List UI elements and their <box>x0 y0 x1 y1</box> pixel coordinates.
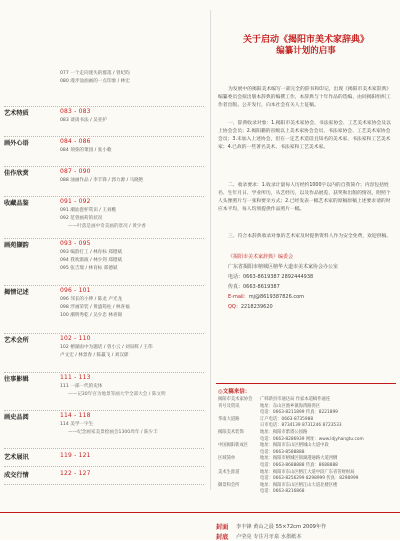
contact-info: 电话：0663-8216868 <box>260 489 305 495</box>
section-pages: 114 - 118 <box>60 412 91 419</box>
notice-email <box>228 293 304 300</box>
toc-entry: 100 潮明秀乾 / 吴少忠 林喜锦 <box>60 313 123 318</box>
contact-info: 地址：揭阳市东山区榕江山大道北楼区楼 <box>260 482 338 488</box>
toc-subtitle: ——记30年宫为地景等画大学全部大会 / 陈文明 <box>68 392 166 397</box>
contact-info: 电话：0663-8588888 <box>260 449 305 455</box>
notice-organizer: 《揭阳市美术家辞典》编委会 <box>228 254 294 260</box>
contact-info: 地址：揭阳市东山区榕江大道中段广东省管财财局 <box>260 469 355 475</box>
notice-paragraph: 二、收录要求：1.收录计量每人历经约1000字以内的自我简介；内容包括姓名、生年月日、学业所历，从艺经历，以及作品展览、获奖和出版的情况，附照个人头像照片与一张和要亲方式；2.已经发表一幅艺术家的原稿原稿上述要求请的时应本平均，每人均须提供作品照片一幅。 <box>218 183 391 212</box>
contact-info: 地址：揭阳市东山区榕城山大道中段 <box>260 443 329 449</box>
notice-address: 广东省揭阳市榕城区榕华大道市美术家协会办公室 <box>228 264 339 270</box>
toc-entry: 093 编韵打工 / 林育标 郑德斌 <box>60 250 123 255</box>
notice-paragraph: 三、符合本辞典收录对象的艺术家及时提供资料人作为安全免费，欢迎供稿。 <box>228 234 392 239</box>
page-footer <box>0 512 400 541</box>
section-name: 成交行情 <box>4 472 29 479</box>
toc-divider <box>4 410 204 411</box>
notice-phone: 电话：0663-8619387 2892444938 <box>228 274 314 280</box>
contact-info: 电话：0663-8286939 网址：www.ldjyhangtu.com <box>260 436 364 442</box>
cover-credit: 李丰锋 黄山之晨 55×72cm 2009年作 <box>236 524 327 530</box>
toc-entry: 096 邻长的小伸 / 陈龙 卢光龙 <box>60 297 123 302</box>
cover-label: 封面 <box>216 524 229 531</box>
contact-department: 刊号及资讯 <box>218 403 240 409</box>
toc-divider <box>4 136 204 137</box>
email-label: E-mail： <box>228 294 249 300</box>
back-cover-credit: 卢莹亮 专注月牙泉 水墨纸本 <box>236 534 302 540</box>
qq-label: QQ： <box>228 304 241 310</box>
column-divider <box>210 10 211 490</box>
contact-info: 电话：0663-8688888 传真：8688888 <box>260 463 338 468</box>
contact-info: 广韩新县市通达局 作家本道稿件通连 <box>260 397 331 402</box>
toc-entry: 080 漫步汕油画的一点印象 / 林宏 <box>60 79 130 84</box>
toc-divider <box>4 466 204 467</box>
section-name: 画史品阅 <box>4 414 29 421</box>
toc-entry: 095 张吉瑞 / 林育标 郑德斌 <box>60 266 118 271</box>
toc-entry: 091 潮汕瓷杯赏识 / 王刘樵 <box>60 208 117 213</box>
section-name: 画外心语 <box>4 140 29 147</box>
section-pages: 119 - 121 <box>60 452 91 459</box>
toc-divider <box>4 372 204 373</box>
section-pages: 093 - 095 <box>60 240 91 247</box>
notice-subtitle: 编纂计划的启事 <box>276 46 336 56</box>
contact-info: 电话：0663-8211899 传真：8221899 <box>260 410 338 416</box>
toc-entry: 111 一部一代的史体 <box>60 384 103 389</box>
contact-department: 华南大道路 <box>218 416 240 422</box>
toc-entry: 083 谈谈书法 / 吴亚护 <box>60 118 107 123</box>
toc-divider <box>4 484 204 485</box>
toc-entry: 卢文宏 / 林景春 / 陈赢飞 / 刘汉澎 <box>60 353 129 358</box>
email-value[interactable]: mj@8619387826.com <box>248 294 305 300</box>
notice-paragraph: 一、辞典收录对象：1.揭阳市美术家协会、书法家协会、工艺美术家协会及以上协会会员；2.揭阳籍的省级以上美术家协会会员、书法家协会、工艺美术家协会会员；3.未加入上述协会，但在一定艺术造诣且知名的美术家、书法家和工艺美术家；4.已故的一些著名美术、书法家和工艺美术家。 <box>218 121 391 150</box>
contact-department: 美术生涯道 <box>218 469 240 475</box>
section-name: 佳作欣赏 <box>4 170 29 177</box>
contact-info: 地址：揭阳市紫塔公园路 <box>260 430 308 435</box>
table-of-contents <box>0 0 210 510</box>
notice-qq <box>228 303 273 310</box>
contact-department: 御景和会所 <box>218 482 240 488</box>
notice-title: 关于启动《揭阳市美术家辞典》 <box>242 35 369 45</box>
toc-entry: 092 范曾画荷的状况 <box>60 216 103 221</box>
toc-subtitle: ——叶落是画中奇美画的景况 / 黄少香 <box>68 224 146 229</box>
section-pages: 087 - 090 <box>60 168 91 175</box>
back-cover-label: 封底 <box>216 534 229 541</box>
toc-entry: 114 美学一字生 <box>60 422 94 427</box>
toc-entry: 088 油画作品 / 李丰锋 / 郭力源 / 马晓艳 <box>60 178 144 183</box>
toc-divider <box>4 196 204 197</box>
toc-entry: 098 浮画荣装 / 黄盛筠柱 / 林喜福 <box>60 305 130 310</box>
contact-info: 地址：揭阳市榕城区锦湖港通路大道西侧 <box>260 456 338 462</box>
contact-department: 揭阳市美术家协会 <box>218 397 253 402</box>
section-name: 画苑撷韵 <box>4 242 29 249</box>
toc-entry: 102 榕湖雨中为题话 / 曾小云 / 刘泉辉 / 王伟 <box>60 345 153 350</box>
toc-entry: 077 一个走向迷失的群落 / 曾纪昀 <box>60 71 130 76</box>
section-pages: 111 - 113 <box>60 374 91 381</box>
toc-divider <box>4 285 204 286</box>
notice-fax: 传真：0663-8619387 <box>228 284 280 290</box>
section-name: 艺术特质 <box>4 110 29 117</box>
contact-department: 区域简单 <box>218 456 236 462</box>
section-name: 艺术展讯 <box>4 454 29 461</box>
contact-heading: ◎文稿来信： <box>218 389 251 395</box>
contact-department: 中国揭阳新成区 <box>218 443 249 449</box>
toc-divider <box>4 238 204 239</box>
toc-subtitle: ——纪念画家美景绘画会1300周年 / 陈少丰 <box>68 430 158 435</box>
notice-paragraph: 为发展中的揭阳美术编写一部完全的辞书和印记，出现《揭阳市美术家辞典》编纂委员会拟出版本辞典的编撰工作，本辞典与十年作品的选编，由同揭阳组织工作者出版。公开发行，向本社会有关人士征稿。 <box>218 87 392 108</box>
toc-entry: 094 我吹渐演 / 林少剑 郑德斌 <box>60 258 123 263</box>
toc-entry: 084 须弥的菜园 / 张小歌 <box>60 148 112 153</box>
section-pages: 084 - 086 <box>60 138 91 145</box>
section-name: 收藏品鉴 <box>4 200 29 207</box>
contact-info: 电话：0663-8256299 8298999 传真：8298999 <box>260 476 359 482</box>
section-pages: 096 - 101 <box>60 287 91 294</box>
section-name: 往事影辑 <box>4 376 29 383</box>
contact-directory <box>216 383 396 498</box>
section-pages: 122 - 127 <box>60 470 91 477</box>
section-name: 艺术会所 <box>4 337 29 344</box>
toc-divider <box>4 106 204 107</box>
contact-info: 地址：东山区渔乡镇海湾路湾区 <box>260 403 321 409</box>
contact-info: 日市电话：8734139 8731246 8723533 <box>260 423 342 429</box>
toc-divider <box>4 448 204 449</box>
toc-divider <box>4 333 204 334</box>
toc-divider <box>4 166 204 167</box>
section-pages: 102 - 110 <box>60 335 91 342</box>
contact-department: 揭阳美术装饰 <box>218 430 244 435</box>
section-name: 揭情记述 <box>4 289 29 296</box>
section-pages: 083 - 083 <box>60 108 91 115</box>
qq-value: 2218239620 <box>240 304 273 310</box>
contact-info: 订户电话：0663-8735988 <box>260 416 314 422</box>
section-pages: 091 - 092 <box>60 198 91 205</box>
